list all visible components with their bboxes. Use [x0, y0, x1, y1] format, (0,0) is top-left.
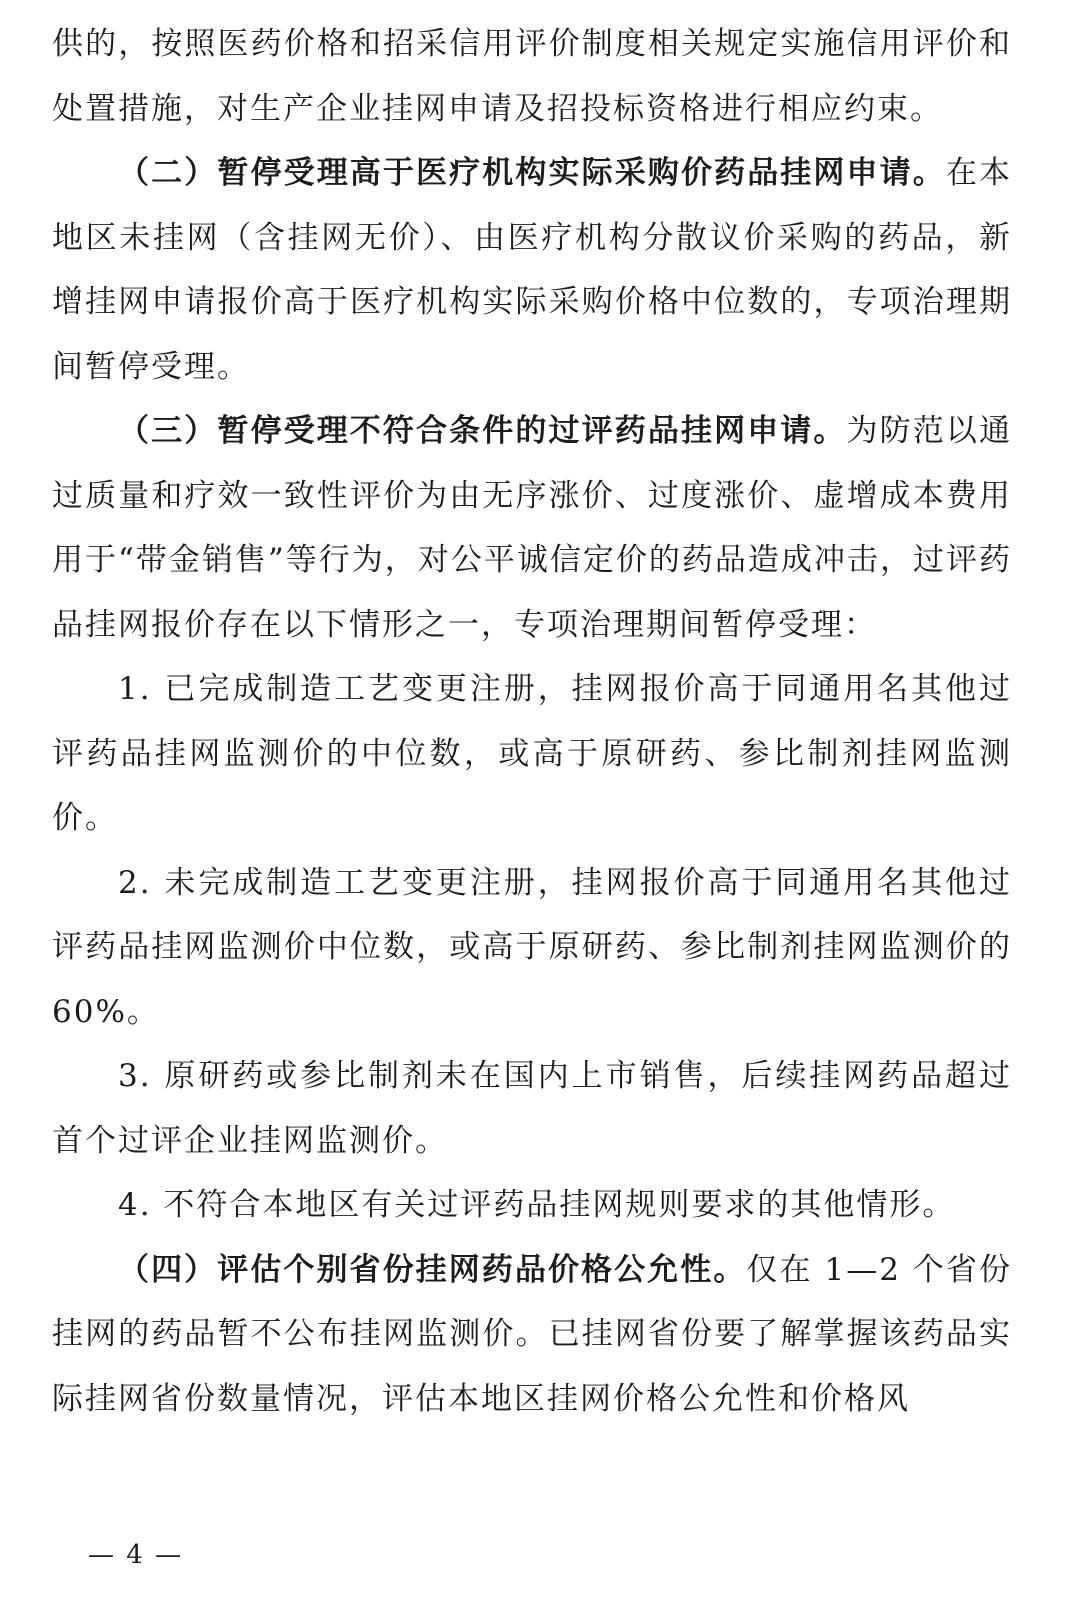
- paragraph-section-2: [52, 141, 1012, 399]
- section-heading: （二）暂停受理高于医疗机构实际采购价药品挂网申请。: [118, 155, 946, 191]
- paragraph-continuation: [52, 12, 1012, 141]
- paragraph-section-4: [52, 1238, 1012, 1432]
- paragraph-section-3: [52, 399, 1012, 657]
- paragraph-text: 4. 不符合本地区有关过评药品挂网规则要求的其他情形。: [118, 1187, 956, 1223]
- section-heading: （三）暂停受理不符合条件的过评药品挂网申请。: [118, 413, 847, 449]
- section-heading: （四）评估个别省份挂网药品价格公允性。: [118, 1251, 747, 1288]
- list-item-3: [52, 1044, 1012, 1173]
- list-item-1: [52, 657, 1012, 851]
- paragraph-text: 在本地区未挂网（含挂网无价）、由医疗机构分散议价采购的药品，新增挂网申请报价高于医疗机构实际采购价格中位数的，专项治理期间暂停受理。: [52, 155, 1013, 385]
- list-item-2: [52, 851, 1012, 1045]
- paragraph-text: 1. 已完成制造工艺变更注册，挂网报价高于同通用名其他过评药品挂网监测价的中位数，或高于原研药、参比制剂挂网监测价。: [52, 671, 1012, 836]
- paragraph-text: 3. 原研药或参比制剂未在国内上市销售，后续挂网药品超过首个过评企业挂网监测价。: [52, 1058, 1012, 1159]
- page-number: — 4 —: [88, 1540, 184, 1570]
- document-page: [52, 12, 1012, 1431]
- paragraph-text: 供的，按照医药价格和招采信用评价制度相关规定实施信用评价和处置措施，对生产企业挂网申请及招投标资格进行相应约束。: [52, 26, 1012, 127]
- paragraph-text: 2. 未完成制造工艺变更注册，挂网报价高于同通用名其他过评药品挂网监测价中位数，或高于原研药、参比制剂挂网监测价的 60%。: [52, 864, 1012, 1030]
- list-item-4: [52, 1173, 1012, 1238]
- paragraph-text: 仅在 1—2 个省份挂网的药品暂不公布挂网监测价。已挂网省份要了解掌握该药品实际挂网省份数量情况，评估本地区挂网价格公允性和价格风: [52, 1251, 1013, 1417]
- paragraph-text: 为防范以通过质量和疗效一致性评价为由无序涨价、过度涨价、虚增成本费用用于“带金销售”等行为，对公平诚信定价的药品造成冲击，过评药品挂网报价存在以下情形之一，专项治理期间暂停受理：: [52, 413, 1013, 643]
